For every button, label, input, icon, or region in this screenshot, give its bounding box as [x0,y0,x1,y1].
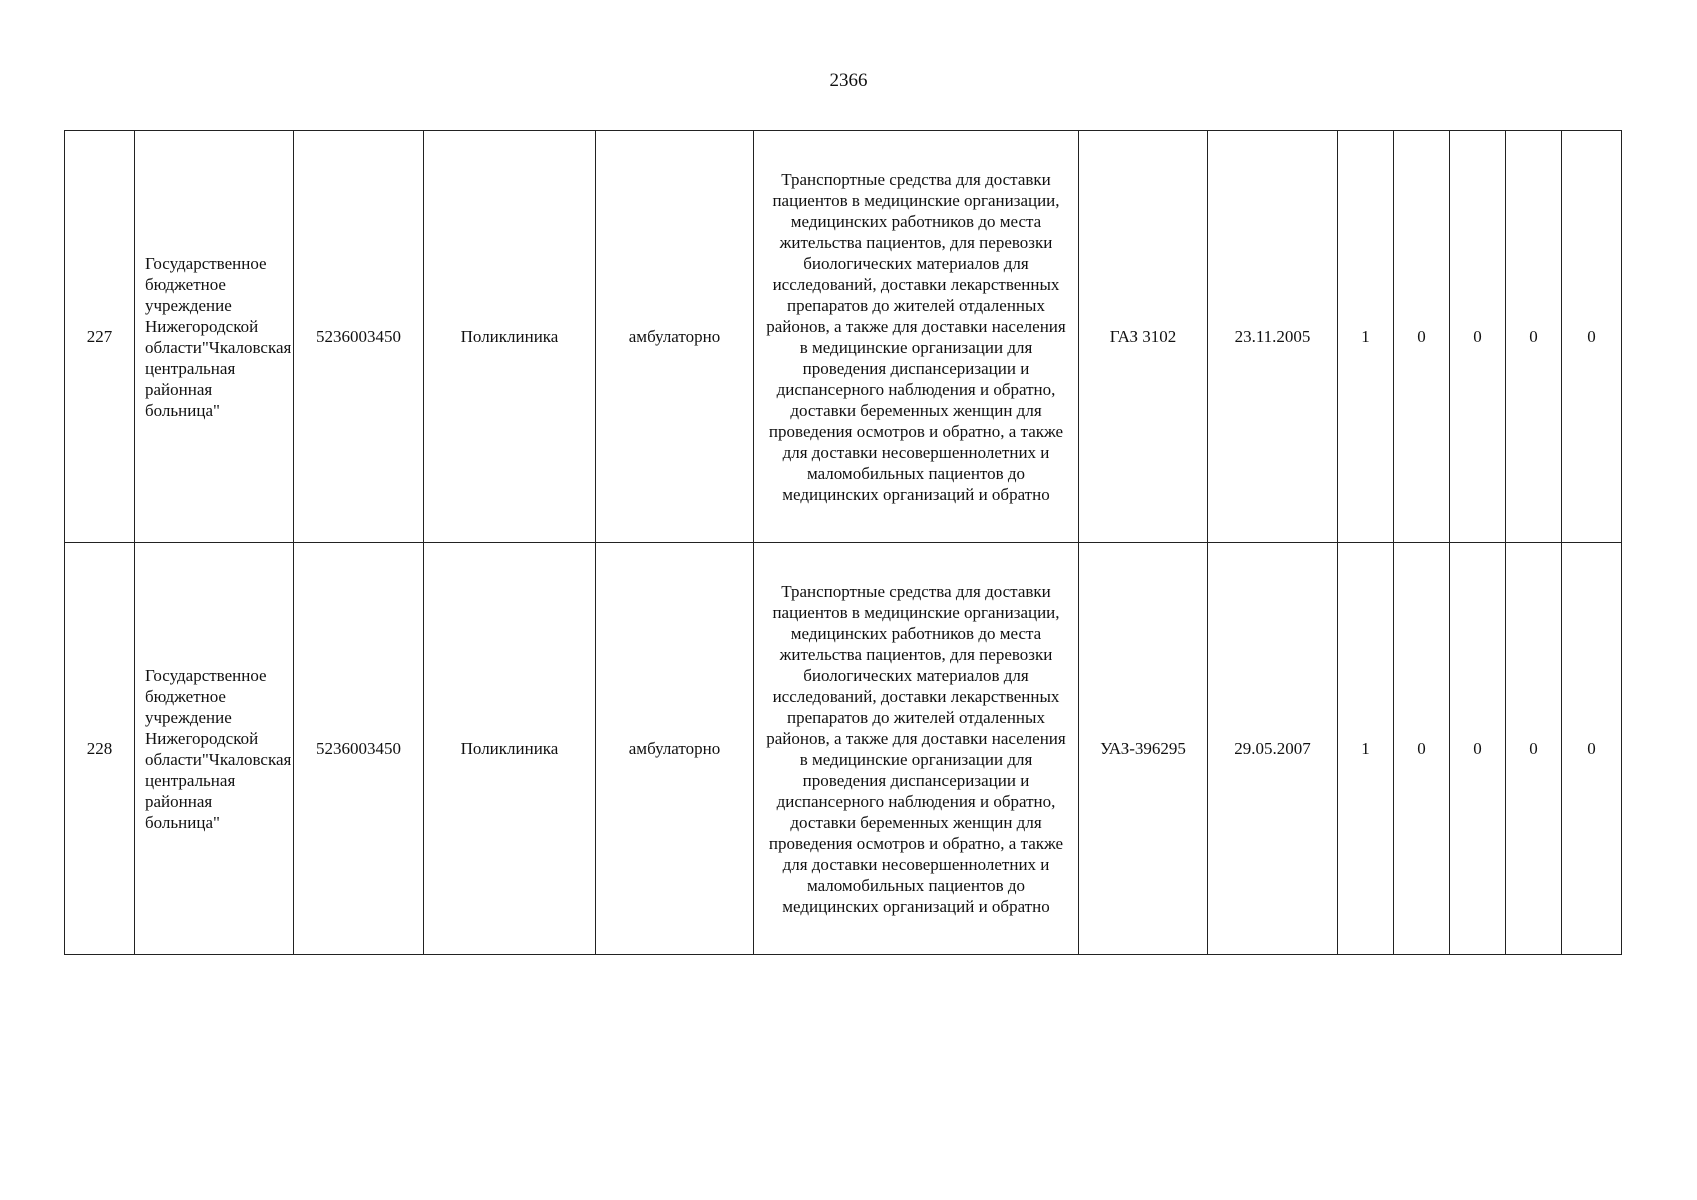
count-cell: 0 [1562,131,1622,543]
care-type: амбулаторно [596,543,754,955]
table-row [65,131,1622,543]
unit: Поликлиника [424,543,596,955]
row-number: 227 [65,131,135,543]
organization-name: Государственное бюджетное учреждение Нижегородской области"Чкаловская центральная районная больница" [135,131,294,543]
count-cell: 0 [1394,543,1450,955]
registration-date: 29.05.2007 [1208,543,1338,955]
organization-name: Государственное бюджетное учреждение Нижегородской области"Чкаловская центральная районная больница" [135,543,294,955]
count-cell: 0 [1450,131,1506,543]
count-cell: 1 [1338,543,1394,955]
care-type: амбулаторно [596,131,754,543]
registration-date: 23.11.2005 [1208,131,1338,543]
count-cell: 0 [1394,131,1450,543]
count-cell: 0 [1450,543,1506,955]
count-cell: 0 [1506,543,1562,955]
count-cell: 0 [1562,543,1622,955]
unit: Поликлиника [424,131,596,543]
vehicle-registry-table [64,130,1622,955]
vehicle-model: УАЗ-396295 [1079,543,1208,955]
count-cell: 1 [1338,131,1394,543]
row-number: 228 [65,543,135,955]
table-row [65,543,1622,955]
inn: 5236003450 [294,543,424,955]
vehicle-purpose: Транспортные средства для доставки пациентов в медицинские организации, медицинских работников до места жительства пациентов, для перевозки биологических материалов для исследований, доставки лекарственных препаратов до жителей отдаленных районов, а также для доставки населения в медицинские организации для проведения диспансеризации и диспансерного наблюдения и обратно, доставки беременных женщин для проведения осмотров и обратно, а также для доставки несовершеннолетних и маломобильных пациентов до медицинских организаций и обратно [754,543,1079,955]
vehicle-purpose: Транспортные средства для доставки пациентов в медицинские организации, медицинских работников до места жительства пациентов, для перевозки биологических материалов для исследований, доставки лекарственных препаратов до жителей отдаленных районов, а также для доставки населения в медицинские организации для проведения диспансеризации и диспансерного наблюдения и обратно, доставки беременных женщин для проведения осмотров и обратно, а также для доставки несовершеннолетних и маломобильных пациентов до медицинских организаций и обратно [754,131,1079,543]
page-number: 2366 [829,70,868,91]
inn: 5236003450 [294,131,424,543]
vehicle-model: ГАЗ 3102 [1079,131,1208,543]
count-cell: 0 [1506,131,1562,543]
